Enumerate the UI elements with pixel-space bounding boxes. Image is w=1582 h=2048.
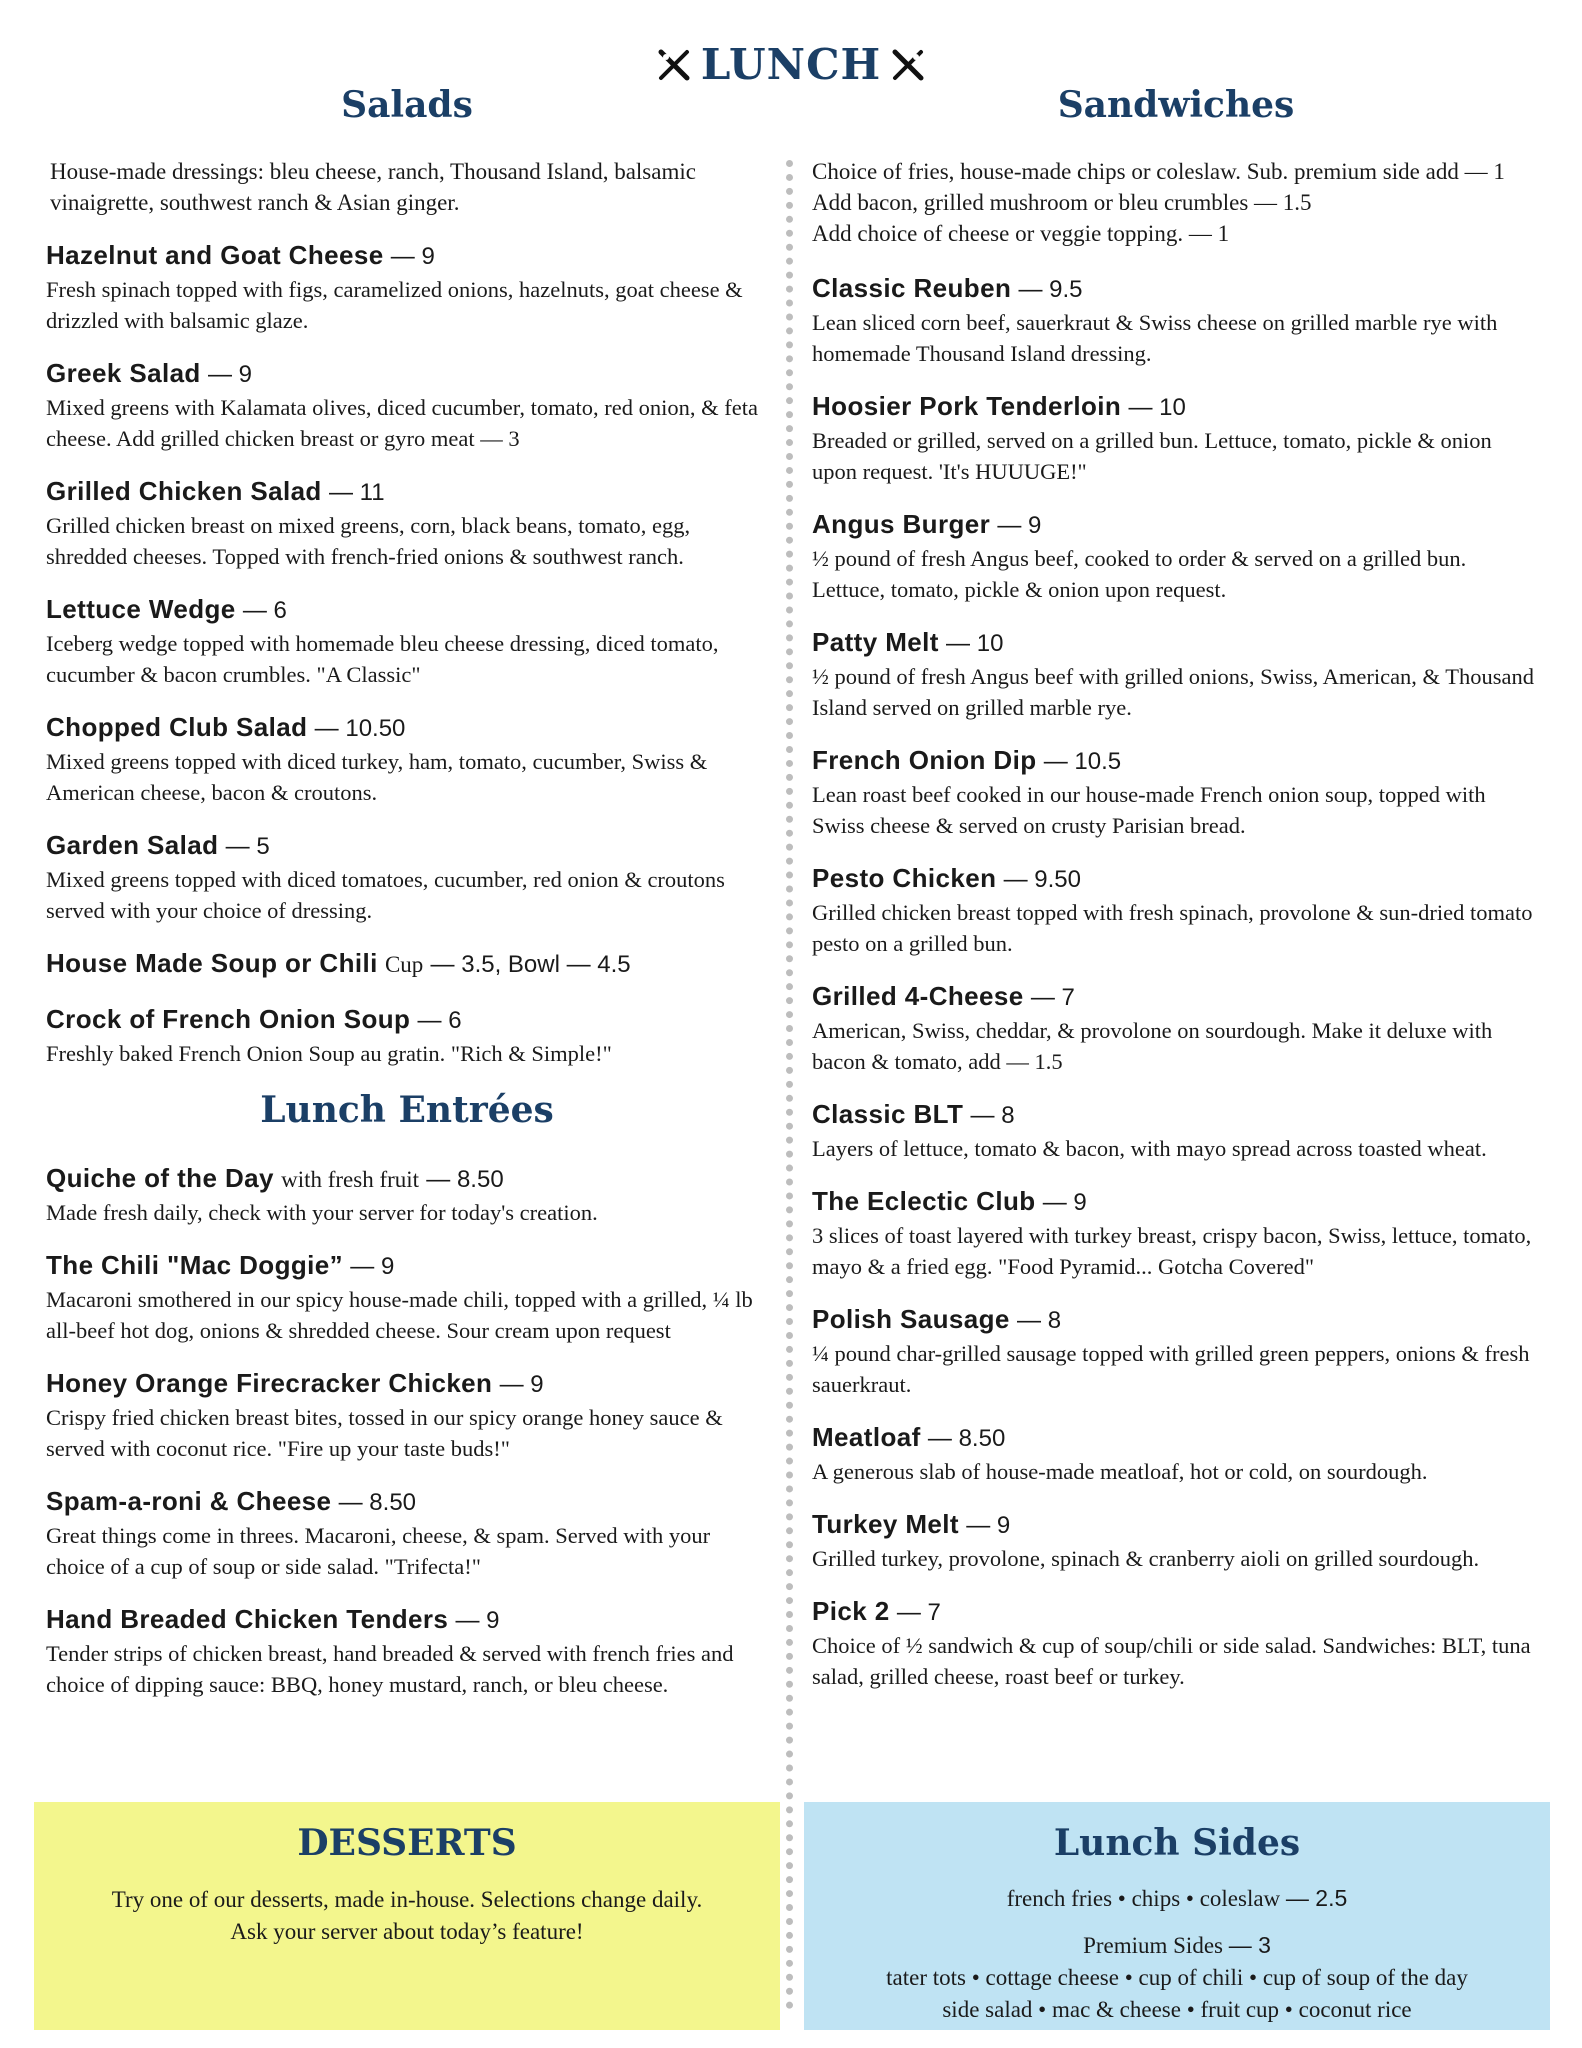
menu-item-name: Hazelnut and Goat Cheese — [46, 240, 384, 270]
menu-item-name: Grilled 4-Cheese — [812, 981, 1024, 1011]
menu-item-description: Breaded or grilled, served on a grilled bun. Lettuce, tomato, pickle & onion upon request. 'It's HUUUGE!" — [812, 428, 1492, 484]
sandwich-notes — [812, 156, 1540, 249]
menu-item — [46, 474, 768, 572]
left-column — [46, 84, 768, 1720]
salads-heading: Salads — [341, 84, 473, 126]
sandwich-note: Add bacon, grilled mushroom or bleu crumbles — 1.5 — [812, 190, 1312, 215]
menu-item-name: Classic Reuben — [812, 273, 1012, 303]
menu-item-header — [46, 1002, 768, 1038]
menu-item — [46, 1602, 768, 1700]
sides-box — [804, 1802, 1550, 2030]
menu-item — [46, 356, 768, 454]
menu-item-name: House Made Soup or Chili — [46, 948, 378, 978]
menu-item-price: — 10.50 — [314, 715, 406, 742]
menu-item-description: Mixed greens topped with diced turkey, ham, tomato, cucumber, Swiss & American cheese, bacon & croutons. — [46, 749, 708, 805]
menu-item-header — [46, 474, 768, 510]
menu-item-header — [46, 1366, 768, 1402]
menu-item-header — [812, 625, 1540, 661]
menu-item-name: Garden Salad — [46, 830, 219, 860]
menu-item-price: — 10 — [946, 630, 1004, 657]
menu-item-description: Lean sliced corn beef, sauerkraut & Swiss cheese on grilled marble rye with homemade Thousand Island dressing. — [812, 310, 1498, 366]
sandwich-note: Choice of fries, house-made chips or coleslaw. Sub. premium side add — 1 — [812, 159, 1505, 184]
premium-label: Premium Sides — [1083, 1933, 1223, 1958]
desserts-text — [34, 1884, 780, 1948]
desserts-line: Try one of our desserts, made in-house. Selections change daily. — [111, 1887, 703, 1912]
menu-item-description: A generous slab of house-made meatloaf, hot or cold, on sourdough. — [812, 1459, 1428, 1484]
menu-item — [812, 1594, 1540, 1692]
menu-item-description: Iceberg wedge topped with homemade bleu cheese dressing, diced tomato, cucumber & bacon crumbles. "A Classic" — [46, 631, 719, 687]
menu-item-price: — 9 — [390, 243, 435, 270]
premium-sides-line: tater tots • cottage cheese • cup of chili • cup of soup of the day — [886, 1965, 1468, 1990]
dressings-note: House-made dressings: bleu cheese, ranch, Thousand Island, balsamic vinaigrette, southwest ranch & Asian ginger. — [50, 159, 696, 215]
menu-item — [812, 1184, 1540, 1282]
menu-item-name: Lettuce Wedge — [46, 594, 236, 624]
menu-item — [46, 1248, 768, 1346]
menu-item-description: Freshly baked French Onion Soup au gratin. "Rich & Simple!" — [46, 1041, 612, 1066]
menu-item-price: — 7 — [1030, 984, 1075, 1011]
menu-item-header — [46, 946, 768, 982]
menu-item-description: Grilled chicken breast topped with fresh spinach, provolone & sun-dried tomato pesto on a grilled bun. — [812, 900, 1533, 956]
menu-item — [812, 979, 1540, 1077]
menu-item-description: Tender strips of chicken breast, hand breaded & served with french fries and choice of dipping sauce: BBQ, honey mustard, ranch, or bleu cheese. — [46, 1641, 734, 1697]
menu-item-name: Grilled Chicken Salad — [46, 476, 322, 506]
menu-item-description: Macaroni smothered in our spicy house-made chili, topped with a grilled, ¼ lb all-beef hot dog, onions & shredded cheese. Sour cream upon request — [46, 1287, 753, 1343]
menu-item-price: — 8.50 — [426, 1166, 504, 1193]
menu-item — [46, 828, 768, 926]
menu-item-price: — 7 — [896, 1599, 941, 1626]
menu-item-description: American, Swiss, cheddar, & provolone on sourdough. Make it deluxe with bacon & tomato, add — 1.5 — [812, 1018, 1493, 1074]
menu-item — [812, 271, 1540, 369]
menu-item — [812, 625, 1540, 723]
menu-item — [46, 710, 768, 808]
menu-item-name: French Onion Dip — [812, 745, 1037, 775]
menu-item-price: — 9 — [499, 1371, 544, 1398]
menu-item-price: — 9 — [207, 361, 252, 388]
menu-item-header — [46, 356, 768, 392]
menu-item-description: Crispy fried chicken breast bites, tossed in our spicy orange honey sauce & served with coconut rice. "Fire up your taste buds!" — [46, 1405, 723, 1461]
desserts-line: Ask your server about today’s feature! — [230, 1919, 584, 1944]
menu-item-header — [46, 1484, 768, 1520]
menu-item-name: Turkey Melt — [812, 1509, 959, 1539]
title-text: LUNCH — [700, 40, 882, 89]
menu-item-price: — 9.5 — [1018, 276, 1083, 303]
menu-item — [46, 1484, 768, 1582]
crossed-utensils-icon — [891, 48, 925, 82]
menu-item-name: Classic BLT — [812, 1099, 964, 1129]
sandwiches-heading: Sandwiches — [1057, 84, 1295, 126]
menu-item-header — [812, 1594, 1540, 1630]
menu-item-price: — 9 — [966, 1512, 1011, 1539]
menu-item-name: Meatloaf — [812, 1422, 921, 1452]
menu-item — [812, 1302, 1540, 1400]
menu-item-header — [46, 592, 768, 628]
menu-item-price: — 9 — [997, 512, 1042, 539]
menu-item — [812, 1507, 1540, 1574]
menu-item — [812, 1097, 1540, 1164]
premium-sides-list — [804, 1962, 1550, 2026]
column-divider — [786, 160, 793, 2010]
menu-item-name: Patty Melt — [812, 627, 939, 657]
menu-item — [46, 1161, 768, 1228]
menu-item-name: The Eclectic Club — [812, 1186, 1036, 1216]
crossed-utensils-icon — [657, 48, 691, 82]
menu-item-description: ¼ pound char-grilled sausage topped with grilled green peppers, onions & fresh sauerkraut. — [812, 1341, 1530, 1397]
menu-item-price: — 9 — [455, 1607, 500, 1634]
menu-item-header — [46, 1248, 768, 1284]
menu-item-description: Lean roast beef cooked in our house-made French onion soup, topped with Swiss cheese & served on crusty Parisian bread. — [812, 782, 1486, 838]
menu-item-extra: Cup — [384, 952, 424, 977]
menu-item — [812, 389, 1540, 487]
menu-item-name: Honey Orange Firecracker Chicken — [46, 1368, 493, 1398]
menu-item-header — [46, 238, 768, 274]
menu-item — [46, 592, 768, 690]
premium-sides-line: side salad • mac & cheese • fruit cup • coconut rice — [942, 1997, 1412, 2022]
premium-price: — 3 — [1228, 1932, 1271, 1958]
menu-item-price: — 8 — [970, 1102, 1015, 1129]
desserts-box — [34, 1802, 780, 2030]
menu-item-name: Hand Breaded Chicken Tenders — [46, 1604, 449, 1634]
menu-item-price: — 11 — [328, 479, 385, 506]
menu-item-header — [812, 1507, 1540, 1543]
basic-sides-list: french fries • chips • coleslaw — [1006, 1886, 1281, 1911]
menu-item — [46, 946, 768, 982]
menu-item — [812, 861, 1540, 959]
menu-item — [812, 507, 1540, 605]
menu-item-price: — 10 — [1128, 394, 1186, 421]
right-column — [812, 84, 1540, 1712]
menu-item — [812, 743, 1540, 841]
menu-item — [46, 1002, 768, 1069]
menu-item-price: — 8.50 — [927, 1425, 1006, 1452]
menu-item-description: Mixed greens with Kalamata olives, diced cucumber, tomato, red onion, & feta cheese. Add grilled chicken breast or gyro meat — 3 — [46, 395, 759, 451]
salads-list — [46, 238, 768, 1069]
menu-item-header — [46, 828, 768, 864]
basic-sides-price: — 2.5 — [1285, 1885, 1348, 1911]
menu-item-description: Fresh spinach topped with figs, caramelized onions, hazelnuts, goat cheese & drizzled with balsamic glaze. — [46, 277, 743, 333]
menu-item-name: Angus Burger — [812, 509, 991, 539]
menu-item-header — [46, 710, 768, 746]
menu-item-price: — 5 — [225, 833, 270, 860]
menu-item-header — [812, 979, 1540, 1015]
menu-item-name: Crock of French Onion Soup — [46, 1004, 411, 1034]
menu-item-description: Mixed greens topped with diced tomatoes, cucumber, red onion & croutons served with your choice of dressing. — [46, 867, 725, 923]
premium-sides-label — [804, 1929, 1550, 1962]
menu-item-description: 3 slices of toast layered with turkey breast, crispy bacon, Swiss, lettuce, tomato, mayo & a fried egg. "Food Pyramid... Gotcha Covered" — [812, 1223, 1532, 1279]
menu-item-description: Layers of lettuce, tomato & bacon, with mayo spread across toasted wheat. — [812, 1136, 1487, 1161]
menu-item — [46, 1366, 768, 1464]
menu-item-price: — 8.50 — [338, 1489, 417, 1516]
basic-sides — [804, 1882, 1550, 1915]
menu-item-header — [46, 1161, 768, 1197]
menu-item-price: — 10.5 — [1043, 748, 1122, 775]
menu-item-name: Spam-a-roni & Cheese — [46, 1486, 332, 1516]
menu-item-description: Great things come in threes. Macaroni, cheese, & spam. Served with your choice of a cup of soup or side salad. "Trifecta!" — [46, 1523, 711, 1579]
menu-item-description: ½ pound of fresh Angus beef, cooked to order & served on a grilled bun. Lettuce, tomato, pickle & onion upon request. — [812, 546, 1467, 602]
menu-item — [46, 238, 768, 336]
entrees-list — [46, 1161, 768, 1700]
menu-item-header — [812, 743, 1540, 779]
sandwiches-list — [812, 271, 1540, 1692]
menu-item — [812, 1420, 1540, 1487]
menu-item-header — [46, 1602, 768, 1638]
menu-item-name: The Chili "Mac Doggie” — [46, 1250, 344, 1280]
menu-item-description: Grilled chicken breast on mixed greens, corn, black beans, tomato, egg, shredded cheeses. Topped with french-fried onions & southwest ranch. — [46, 513, 691, 569]
menu-item-description: Choice of ½ sandwich & cup of soup/chili or side salad. Sandwiches: BLT, tuna salad, grilled cheese, roast beef or turkey. — [812, 1633, 1531, 1689]
desserts-heading: DESSERTS — [297, 1822, 517, 1864]
menu-item-header — [812, 1097, 1540, 1133]
menu-item-header — [812, 861, 1540, 897]
menu-item-price: — 9.50 — [1003, 866, 1081, 893]
menu-item-price: — 8 — [1017, 1307, 1062, 1334]
menu-item-price: — 9 — [350, 1253, 395, 1280]
page-title — [0, 40, 1582, 89]
menu-item-price: — 6 — [417, 1007, 462, 1034]
menu-item-name: Polish Sausage — [812, 1304, 1010, 1334]
entrees-heading: Lunch Entrées — [260, 1089, 554, 1131]
menu-item-header — [812, 271, 1540, 307]
menu-item-header — [812, 1302, 1540, 1338]
menu-item-name: Greek Salad — [46, 358, 201, 388]
menu-item-price: — 6 — [242, 597, 287, 624]
menu-item-description: Grilled turkey, provolone, spinach & cranberry aioli on grilled sourdough. — [812, 1546, 1480, 1571]
menu-item-price: — 3.5, Bowl — 4.5 — [430, 951, 631, 978]
menu-item-header — [812, 1184, 1540, 1220]
menu-item-name: Quiche of the Day — [46, 1163, 274, 1193]
menu-item-name: Pick 2 — [812, 1596, 890, 1626]
menu-item-name: Hoosier Pork Tenderloin — [812, 391, 1122, 421]
menu-item-description: ½ pound of fresh Angus beef with grilled onions, Swiss, American, & Thousand Island served on grilled marble rye. — [812, 664, 1535, 720]
sandwich-note: Add choice of cheese or veggie topping. — 1 — [812, 221, 1230, 246]
sides-heading: Lunch Sides — [1053, 1822, 1301, 1864]
menu-item-header — [812, 507, 1540, 543]
menu-item-name: Pesto Chicken — [812, 863, 997, 893]
menu-item-header — [812, 1420, 1540, 1456]
menu-item-description: Made fresh daily, check with your server for today's creation. — [46, 1200, 598, 1225]
menu-item-price: — 9 — [1042, 1189, 1087, 1216]
menu-item-name: Chopped Club Salad — [46, 712, 308, 742]
menu-item-header — [812, 389, 1540, 425]
menu-item-extra: with fresh fruit — [281, 1167, 420, 1192]
